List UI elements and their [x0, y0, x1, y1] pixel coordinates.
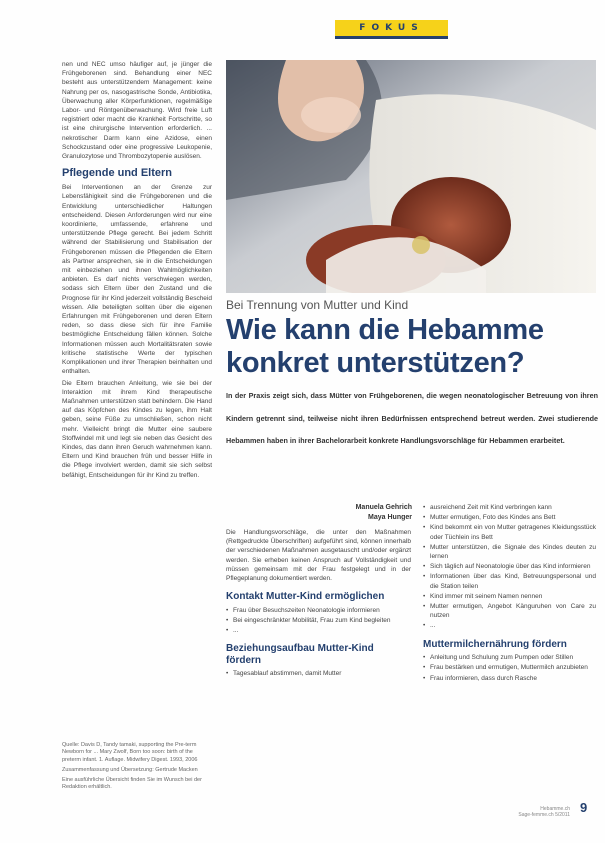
list-item: • Mutter unterstützen, die Signale des Kindes deuten zu lernen — [423, 543, 596, 561]
article-body: Die Handlungsvorschläge, die unter den Maßnahmen (Rettgedruckte Überschriften) aufgeführt sind, können innerhalb der verschiedenen Maßnahmen ausgetauscht und/oder ergänzt werden. Sie erheben keinen Anspruch auf Vollständigkeit und müssen gemeinsam mit der Frau festgelegt und in der Pflegeplanung dokumentiert werden. — [226, 529, 411, 583]
list-item: • Kind immer mit seinem Namen nennen — [423, 592, 596, 601]
bullet-list — [226, 669, 411, 678]
list-item: • Informationen über das Kind, Betreuungspersonal und die Station teilen — [423, 572, 596, 590]
premature-baby-photo — [226, 60, 596, 293]
section-heading: Muttermilchernährung fördern — [423, 638, 567, 650]
list-item: • Kind bekommt ein von Mutter getragenes Kleidungsstück oder Tüchlein ins Bett — [423, 523, 596, 541]
article-lead: In der Praxis zeigt sich, dass Mütter von Frühgeborenen, die wegen neonatologischer Betreuung von ihren Kindern getrennt sind, teilweise nicht ihren Bedürfnissen entsprechend betreut werden. Zwei studierende Hebammen haben in ihrer Bachelorarbeit konkrete Handlungsvorschläge für Hebammen erarbeitet. — [226, 391, 598, 445]
left-column — [62, 60, 212, 482]
list-item: • Bei eingeschränkter Mobilität, Frau zum Kind begleiten — [226, 616, 411, 625]
intro-text: nen und NEC umso häufiger auf, je jünger die Frühgeborenen sind. Behandlung einer NEC besteht aus unterstützendem Management: keine Nahrung per os, nasogastrische Sonde, Antibiotika, Überwachung aller Körperfunktionen, regelmäßige Labor- und Röntgenüberwachung. Wird freie Luft registriert oder macht die Krankheit Fortschritte, so ist eine chirurgische Intervention erforderlich. ... nekrotischer Darm kann eine Azidose, einen Schockzustand oder eine progressive Leukopenie, Granulozytose und Thrombozytopenie auslösen. — [62, 61, 212, 161]
list-item: • ... — [226, 626, 411, 635]
journal-issue: Sage-femme.ch 5/2011 — [518, 812, 570, 818]
list-item: • Anleitung und Schulung zum Pumpen oder Stillen — [423, 653, 596, 662]
article-column-middle — [226, 528, 411, 680]
author-name: Maya Hunger — [368, 514, 412, 521]
list-item: • Frau informieren, dass durch Rasche — [423, 674, 596, 683]
bullet-list — [226, 606, 411, 636]
section-heading: Kontakt Mutter-Kind ermöglichen — [226, 591, 385, 603]
journal-name: Hebamme.ch — [540, 806, 570, 812]
article-kicker: Bei Trennung von Mutter und Kind — [226, 298, 409, 312]
list-item: • ... — [423, 621, 596, 630]
article-title-line: Wie kann die Hebamme — [226, 314, 544, 346]
paragraph: Die Eltern brauchen Anleitung, wie sie bei der Interaktion mit ihrem Kind therapeutische Maßnahmen unterstützen statt behindern. Die Hand auf das Köpfchen des Kindes zu legen, ihm Halt geben, seine Füße zu umschließen, schon nicht mehr. Vielleicht bringt die Mutter eine saubere Stoffwindel mit und legt sie neben das Gesicht des Kindes, das dann ihren Geruch wahrnehmen kann. Eltern und Kind brauchen früh und besser Hilfe in die Pflege involviert werden, damit sie sich selbst befähigt, Entscheidungen für ihr Kind zu treffen. — [62, 379, 212, 479]
bullet-list — [423, 653, 596, 683]
author-name: Manuela Gehrich — [355, 504, 412, 511]
list-item: • Mutter ermutigen, Foto des Kindes ans Bett — [423, 513, 596, 522]
page-number: 9 — [580, 800, 588, 815]
paragraph: Bei Interventionen an der Grenze zur Lebensfähigkeit sind die Frühgeborenen und die Entwicklung unterschiedlicher Haltungen entscheidend. Diesen Anforderungen wird nur eine koordinierte, umfassende, erfahrene und unterstützende Pflege gerecht. Bei jedem Schritt während der Stabilisierung und Stabilisation der Frühgeborenen müssen die Pflegenden die Eltern als Partner ansprechen, sie in die Entscheidungen mit einbeziehen und ihnen Wahlmöglichkeiten anbieten. Es darf nichts verschwiegen werden, sodass sich Eltern über den Zustand und die Prognose für ihr Kind jederzeit vollständig Bescheid wissen. Alle beteiligten sollten über die eigenen Erfahrungen mit Frühgeborenen und deren Eltern reden, so dass diese sich für ihre Familie bestmögliche Entscheidung fällen können. Solche Informationen müssen auch Mortalitätsraten sowie kritische statistische Werte der typischen Komplikationen und ihrer Therapien beinhalten und enthalten. — [62, 184, 212, 376]
heading-pflegende-eltern: Pflegende und Eltern — [62, 167, 173, 180]
bullet-list — [423, 503, 596, 631]
list-item: • Tagesablauf abstimmen, damit Mutter — [226, 669, 411, 678]
section-tag: FOKUS — [335, 20, 448, 36]
caption-source: Quelle: Davis D, Tandy tamaki, supporting the Pre-term Newborn for ... Mary Zwolf, Born too soon: birth of the preterm infant. 1. Auflage. Midwifery Digest. 1993, 2006 — [62, 742, 198, 763]
caption-translation: Zusammenfassung und Übersetzung: Gertrude Macken — [62, 766, 198, 773]
article-title — [226, 314, 596, 380]
journal-footer — [470, 806, 570, 818]
list-item: • Sich täglich auf Neonatologie über das Kind informieren — [423, 562, 596, 571]
authors — [290, 503, 412, 523]
caption-note: Eine ausführliche Übersicht finden Sie im Wunsch bei der Redaktion erhältlich. — [62, 777, 202, 791]
list-item: • Frau über Besuchszeiten Neonatologie informieren — [226, 606, 411, 615]
source-caption — [62, 742, 210, 795]
article-photo — [226, 60, 596, 293]
list-item: • Frau bestärken und ermutigen, Muttermilch anzubieten — [423, 663, 596, 672]
article-title-line: konkret unterstützen? — [226, 347, 525, 379]
section-heading: Beziehungsaufbau Mutter-Kind fördern — [226, 643, 374, 666]
section-tag-rule — [335, 36, 448, 39]
article-column-right — [423, 503, 596, 684]
list-item: • Mutter ermutigen, Angebot Känguruhen von Care zu nutzen — [423, 602, 596, 620]
list-item: • ausreichend Zeit mit Kind verbringen kann — [423, 503, 596, 512]
